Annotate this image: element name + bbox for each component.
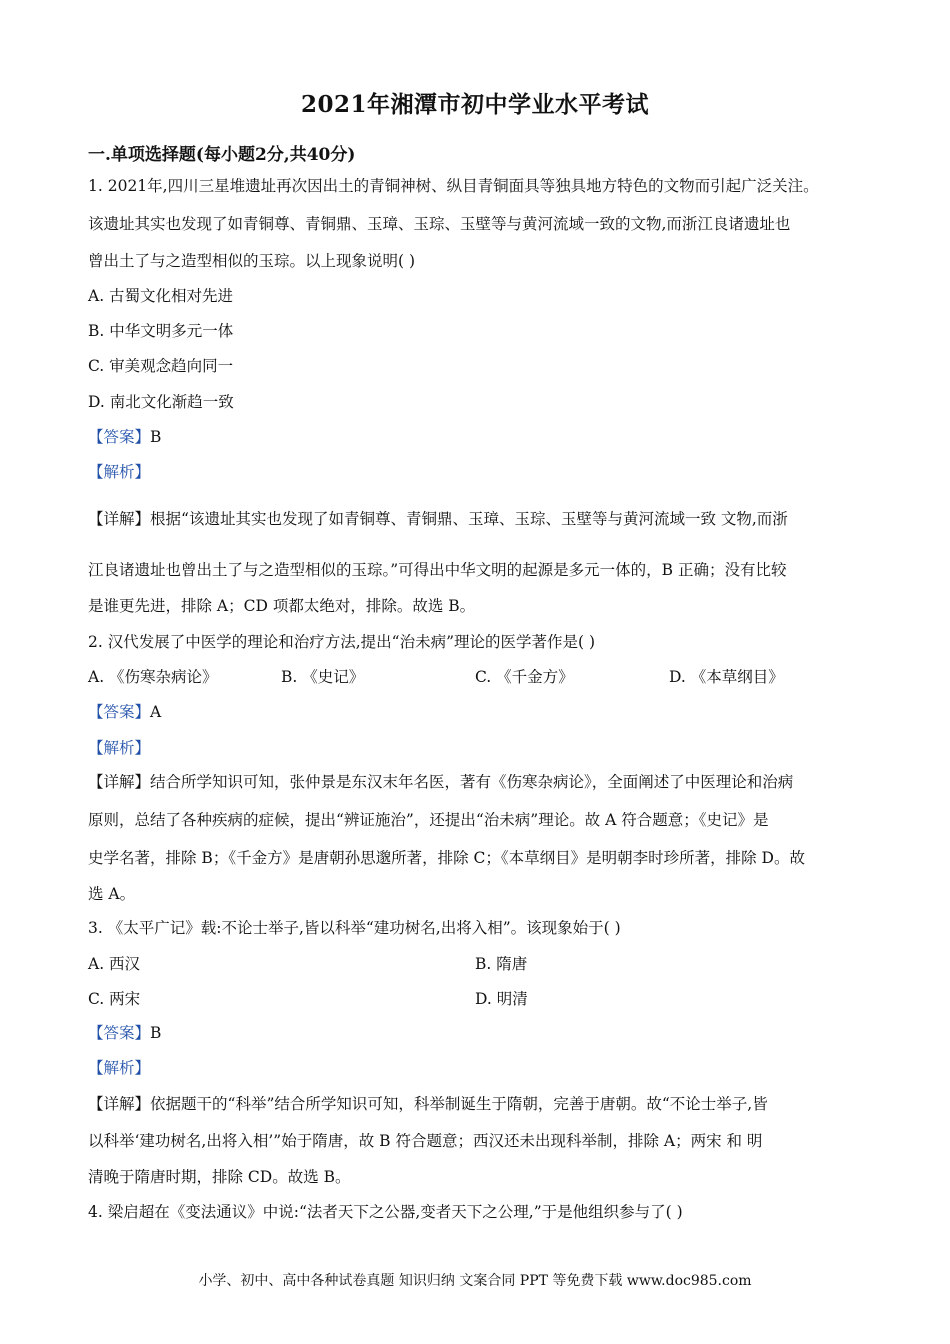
page-title: 2021年湘潭市初中学业水平考试 <box>300 91 649 118</box>
q2-answer <box>88 702 161 722</box>
q1-option-b: B. 中华文明多元一体 <box>88 322 234 340</box>
page-footer: 小学、初中、高中各种试卷真题 知识归纳 文案合同 PPT 等免费下载 www.doc985.com <box>198 1273 752 1289</box>
detail-tag: 【详解】 <box>88 773 151 791</box>
detail-text: 依据题干的“科举”结合所学知识可知，科举制诞生于隋朝，完善于唐朝。故“不论士举子,皆 <box>150 1095 768 1113</box>
detail-tag: 【详解】 <box>88 1095 151 1113</box>
q3-detail-line-1 <box>88 1094 768 1114</box>
answer-value: B <box>150 1024 162 1042</box>
q2-option-a: A. 《伤寒杂病论》 <box>88 668 218 686</box>
q2-option-b: B. 《史记》 <box>281 668 365 686</box>
q1-detail-line-1 <box>88 509 788 529</box>
q1-option-d: D. 南北文化渐趋一致 <box>88 393 234 411</box>
detail-tag: 【详解】 <box>88 510 151 528</box>
q1-option-a: A. 古蜀文化相对先进 <box>88 287 234 305</box>
q2-option-d: D. 《本草纲目》 <box>669 668 784 686</box>
detail-text: 结合所学知识可知，张仲景是东汉末年名医，著有《伤寒杂病论》，全面阐述了中医理论和治病 <box>150 773 794 791</box>
q1-stem-line-1: 1. 2021年,四川三星堆遗址再次因出土的青铜神树、纵目青铜面具等独具地方特色的文物而引起广泛关注。 <box>88 177 819 195</box>
q1-stem-line-2: 该遗址其实也发现了如青铜尊、青铜鼎、玉璋、玉琮、玉壁等与黄河流域一致的文物,而浙江良诸遗址也 <box>88 215 791 233</box>
answer-value: B <box>150 428 162 446</box>
q1-analysis <box>88 462 150 482</box>
q2-detail-line-4: 选 A。 <box>88 885 136 903</box>
q2-detail-line-2: 原则，总结了各种疾病的症候，提出“辨证施治”，还提出“治未病”理论。故 A 符合题意；《史记》是 <box>88 811 769 829</box>
q2-detail-line-1 <box>88 772 793 792</box>
q3-stem: 3. 《太平广记》载:不论士举子,皆以科举“建功树名,出将入相”。该现象始于( ) <box>88 919 621 937</box>
q1-option-c: C. 审美观念趋向同一 <box>88 357 234 375</box>
q4-stem: 4. 梁启超在《变法通议》中说:“法者天下之公器,变者天下之公理,”于是他组织参与了( ) <box>88 1203 683 1221</box>
q3-option-c: C. 两宋 <box>88 990 141 1008</box>
q2-stem: 2. 汉代发展了中医学的理论和治疗方法,提出“治未病”理论的医学著作是( ) <box>88 633 596 651</box>
section-heading: 一.单项选择题(每小题2分,共40分) <box>88 145 356 165</box>
answer-tag: 【答案】 <box>88 428 151 446</box>
q2-analysis <box>88 738 150 758</box>
q2-detail-line-3: 史学名著，排除 B；《千金方》是唐朝孙思邈所著，排除 C；《本草纲目》是明朝李时珍所著，排除 D。故 <box>88 849 805 867</box>
q1-detail-line-3: 是谁更先进，排除 A；CD 项都太绝对，排除。故选 B。 <box>88 597 476 615</box>
detail-text: 根据“该遗址其实也发现了如青铜尊、青铜鼎、玉璋、玉琮、玉壁等与黄河流域一致 文物,而浙 <box>150 510 788 528</box>
answer-value: A <box>150 703 162 721</box>
q3-analysis <box>88 1058 150 1078</box>
q1-stem-line-3: 曾出土了与之造型相似的玉琮。以上现象说明( ) <box>88 252 416 270</box>
q1-answer <box>88 427 161 447</box>
q3-option-a: A. 西汉 <box>88 955 141 973</box>
answer-tag: 【答案】 <box>88 1024 151 1042</box>
analysis-tag: 【解析】 <box>88 1059 151 1077</box>
answer-tag: 【答案】 <box>88 703 151 721</box>
q3-detail-line-3: 清晚于隋唐时期，排除 CD。故选 B。 <box>88 1168 351 1186</box>
analysis-tag: 【解析】 <box>88 463 151 481</box>
q3-option-d: D. 明清 <box>475 990 528 1008</box>
q2-option-c: C. 《千金方》 <box>475 668 574 686</box>
q3-detail-line-2: 以科举‘建功树名,出将入相’”始于隋唐，故 B 符合题意；西汉还未出现科举制，排除 A；两宋 和 明 <box>88 1132 763 1150</box>
q3-answer <box>88 1023 161 1043</box>
analysis-tag: 【解析】 <box>88 739 151 757</box>
q1-detail-line-2: 江良诸遗址也曾出土了与之造型相似的玉琮。”可得出中华文明的起源是多元一体的，B 正确；没有比较 <box>88 561 787 579</box>
q3-option-b: B. 隋唐 <box>475 955 528 973</box>
